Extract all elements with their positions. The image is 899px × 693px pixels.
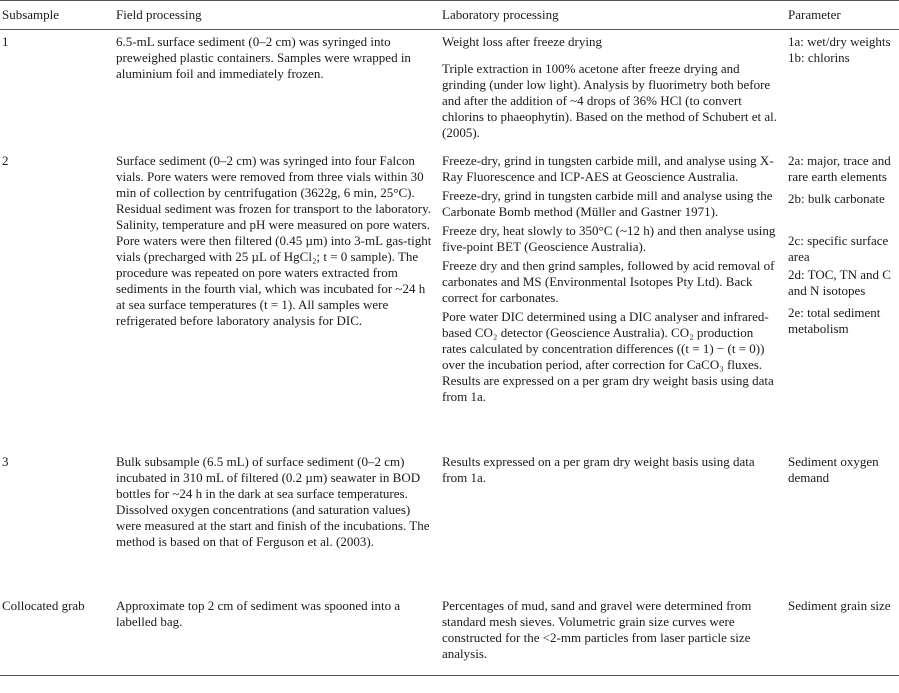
- parameter-cell: [784, 594, 899, 676]
- header-field-processing: Field processing: [116, 7, 202, 22]
- field-cell: Bulk subsample (6.5 mL) of surface sediment (0–2 cm) incubated in 310 mL of filtered (0.2 µm) seawater in BOD bottles for ~24 h in the dark at sea surface temperatures. Dissolved oxygen concentrations (and saturation values) were measured at the start and finish of the incubations. The method is based on that of Ferguson et al. (2003).: [116, 453, 430, 549]
- lab-item: Freeze dry and then grind samples, followed by acid removal of carbonates and MS (Environmental Isotopes Pty Ltd). Back correct for carbonates.: [442, 257, 775, 305]
- lab-cell: [438, 450, 784, 594]
- lab-cell: [438, 30, 784, 149]
- parameter-cell: [784, 149, 899, 450]
- lab-item: Pore water DIC determined using a DIC analyser and infrared-based CO₂ detector (Geoscience Australia). CO₂ production rates calculated by concentration differences ((t = 1) − (t = 0)) over the incubation period, after correction for CaCO₃ fluxes. Results are expressed on a per gram dry weight basis using data from 1a.: [442, 308, 774, 404]
- param-item: Sediment oxygen demand: [788, 453, 879, 485]
- param-item: 2e: total sediment metabolism: [788, 304, 881, 336]
- header-row: [0, 1, 899, 30]
- subsample-cell: Collocated grab: [2, 597, 85, 613]
- lab-item: Percentages of mud, sand and gravel were determined from standard mesh sieves. Volumetric grain size curves were constructed for the <2-mm particles from laser particle size analysis.: [442, 597, 752, 661]
- field-cell: 6.5-mL surface sediment (0–2 cm) was syringed into preweighed plastic containers. Samples were wrapped in aluminium foil and immediately frozen.: [116, 34, 411, 81]
- lab-cell: [438, 149, 784, 450]
- field-cell: Surface sediment (0–2 cm) was syringed into four Falcon vials. Pore waters were removed from three vials within 30 min of collection by centrifugation (3622g, 6 min, 25°C). Residual sediment was frozen for transport to the laboratory. Salinity, temperature and pH were measured on pore waters. Pore waters were then filtered (0.45 µm) into 3-mL gas-tight vials (precharged with 25 µL of HgCl₂; t = 0 sample). The procedure was repeated on pore waters extracted from sediments in the fourth vial, which was incubated for ~24 h at sea surface temperatures (t = 1). All samples were refrigerated before laboratory analysis for DIC.: [116, 152, 432, 328]
- parameter-cell: [784, 30, 899, 149]
- lab-item: Weight loss after freeze drying: [442, 34, 602, 49]
- field-cell: Approximate top 2 cm of sediment was spooned into a labelled bag.: [116, 597, 401, 629]
- table-row: [0, 30, 899, 149]
- table-row: [0, 450, 899, 594]
- lab-item: Results expressed on a per gram dry weight basis using data from 1a.: [442, 453, 755, 485]
- header-subsample: Subsample: [2, 7, 60, 22]
- lab-item: Freeze-dry, grind in tungsten carbide mill and analyse using the Carbonate Bomb method (Müller and Gastner 1971).: [442, 187, 773, 219]
- table-row: [0, 149, 899, 450]
- table-row: [0, 594, 899, 676]
- param-item: 1a: wet/dry weights: [788, 34, 891, 49]
- lab-item: Triple extraction in 100% acetone after freeze drying and grinding (under low light). Analysis by fluorimetry both before and after the addition of ~4 drops of 36% HCl (to convert chlorins to phaeophytin). Based on the method of Schubert et al. (2005).: [442, 61, 778, 140]
- lab-item: Freeze-dry, grind in tungsten carbide mill, and analyse using X-Ray Fluorescence and ICP-AES at Geoscience Australia.: [442, 152, 774, 184]
- param-item: 2b: bulk carbonate: [788, 190, 885, 206]
- param-item: Sediment grain size: [788, 597, 891, 613]
- param-item: 2d: TOC, TN and C and N isotopes: [788, 266, 891, 298]
- header-laboratory-processing: Laboratory processing: [442, 7, 559, 22]
- parameter-cell: [784, 450, 899, 594]
- lab-cell: [438, 594, 784, 676]
- subsample-cell: 3: [2, 453, 9, 469]
- param-item: 2c: specific surface area: [788, 232, 889, 264]
- subsample-cell: 2: [2, 152, 9, 168]
- lab-item: Freeze dry, heat slowly to 350°C (~12 h) and then analyse using five-point BET (Geoscience Australia).: [442, 222, 776, 254]
- param-item: 1b: chlorins: [788, 50, 850, 65]
- subsample-cell: 1: [2, 34, 9, 49]
- header-parameter: Parameter: [788, 7, 841, 22]
- param-item: 2a: major, trace and rare earth elements: [788, 152, 891, 184]
